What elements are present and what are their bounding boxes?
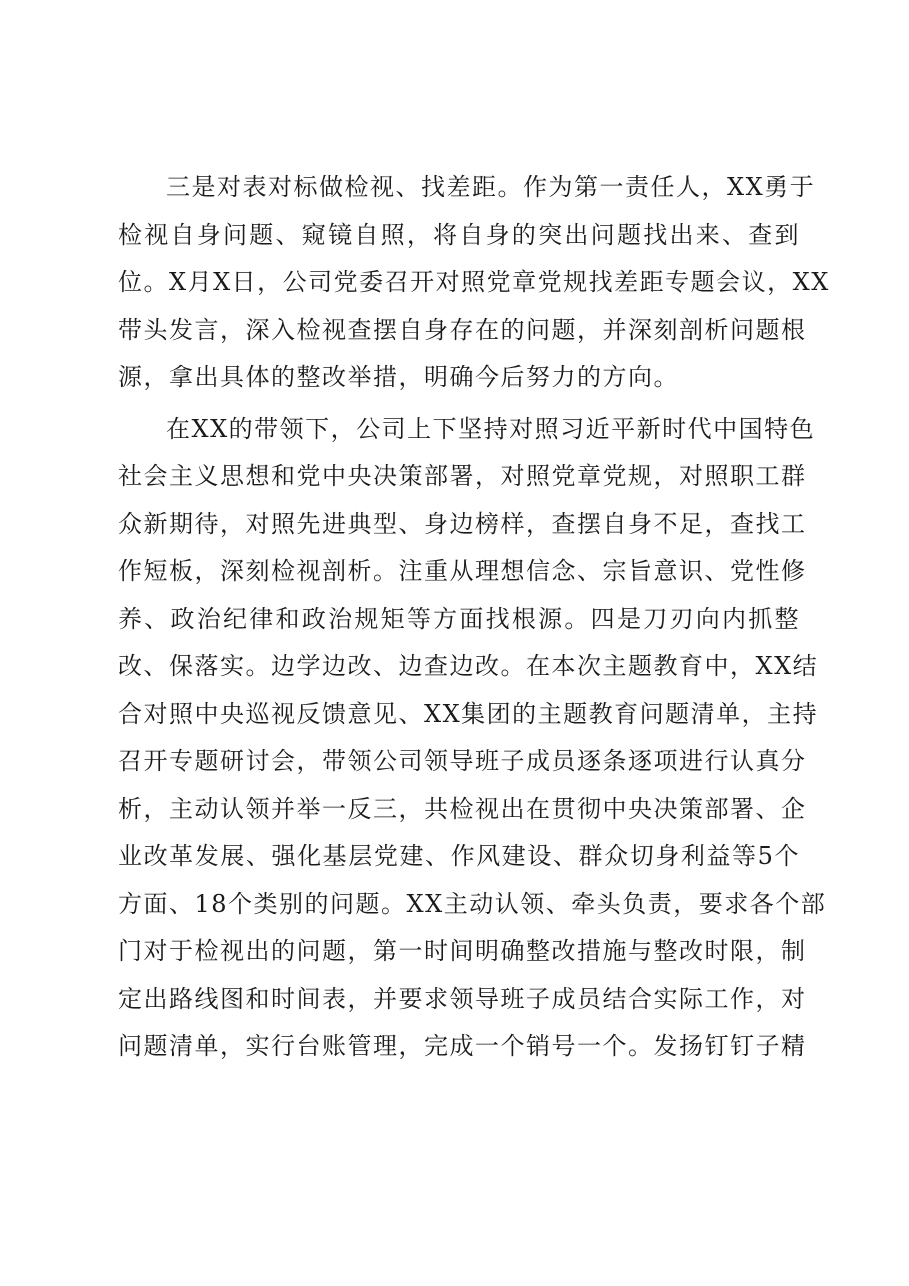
- paragraph-line: 作短板，深刻检视剖析。注重从理想信念、宗旨意识、党性修: [118, 557, 807, 585]
- paragraph-line: 三是对表对标做检视、找差距。作为第一责任人，XX勇于: [166, 173, 816, 201]
- paragraph-line: 业改革发展、强化基层党建、作风建设、群众切身利益等5个: [118, 842, 800, 870]
- paragraph-line: 召开专题研讨会，带领公司领导班子成员逐条逐项进行认真分: [118, 747, 807, 775]
- paragraph-line: 源，拿出具体的整改举措，明确今后努力的方向。: [118, 363, 679, 391]
- paragraph-1: [118, 164, 830, 402]
- paragraph-line: 门对于检视出的问题，第一时间明确整改措施与整改时限，制: [118, 937, 807, 965]
- paragraph-line: 带头发言，深入检视查摆自身存在的问题，并深刻剖析问题根: [118, 315, 807, 344]
- paragraph-line: 检视自身问题、窥镜自照，将自身的突出问题找出来、查到: [118, 220, 800, 249]
- paragraph-line: 方面、18个类别的问题。XX主动认领、牵头负责，要求各个部: [118, 889, 827, 918]
- paragraph-line: 众新期待，对照先进典型、身边榜样，查摆自身不足，查找工: [118, 509, 807, 538]
- document-body: [118, 164, 830, 1071]
- paragraph-line: 养、政治纪律和政治规矩等方面找根源。四是刀刃向内抓整: [118, 604, 800, 633]
- paragraph-line: 改、保落实。边学边改、边查边改。在本次主题教育中，XX结: [118, 652, 819, 680]
- paragraph-line: 位。X月X日，公司党委召开对照党章党规找差距专题会议，XX: [118, 268, 830, 296]
- paragraph-line: 问题清单，实行台账管理，完成一个销号一个。发扬钉钉子精: [118, 1032, 807, 1060]
- paragraph-line: 析，主动认领并举一反三，共检视出在贯彻中央决策部署、企: [118, 794, 807, 823]
- paragraph-line: 在XX的带领下，公司上下坚持对照习近平新时代中国特色: [166, 414, 816, 443]
- paragraph-line: 合对照中央巡视反馈意见、XX集团的主题教育问题清单，主持: [118, 699, 819, 728]
- paragraph-line: 社会主义思想和党中央决策部署，对照党章党规，对照职工群: [118, 462, 807, 490]
- paragraph-2: [118, 406, 827, 1071]
- paragraph-line: 定出路线图和时间表，并要求领导班子成员结合实际工作，对: [118, 984, 807, 1013]
